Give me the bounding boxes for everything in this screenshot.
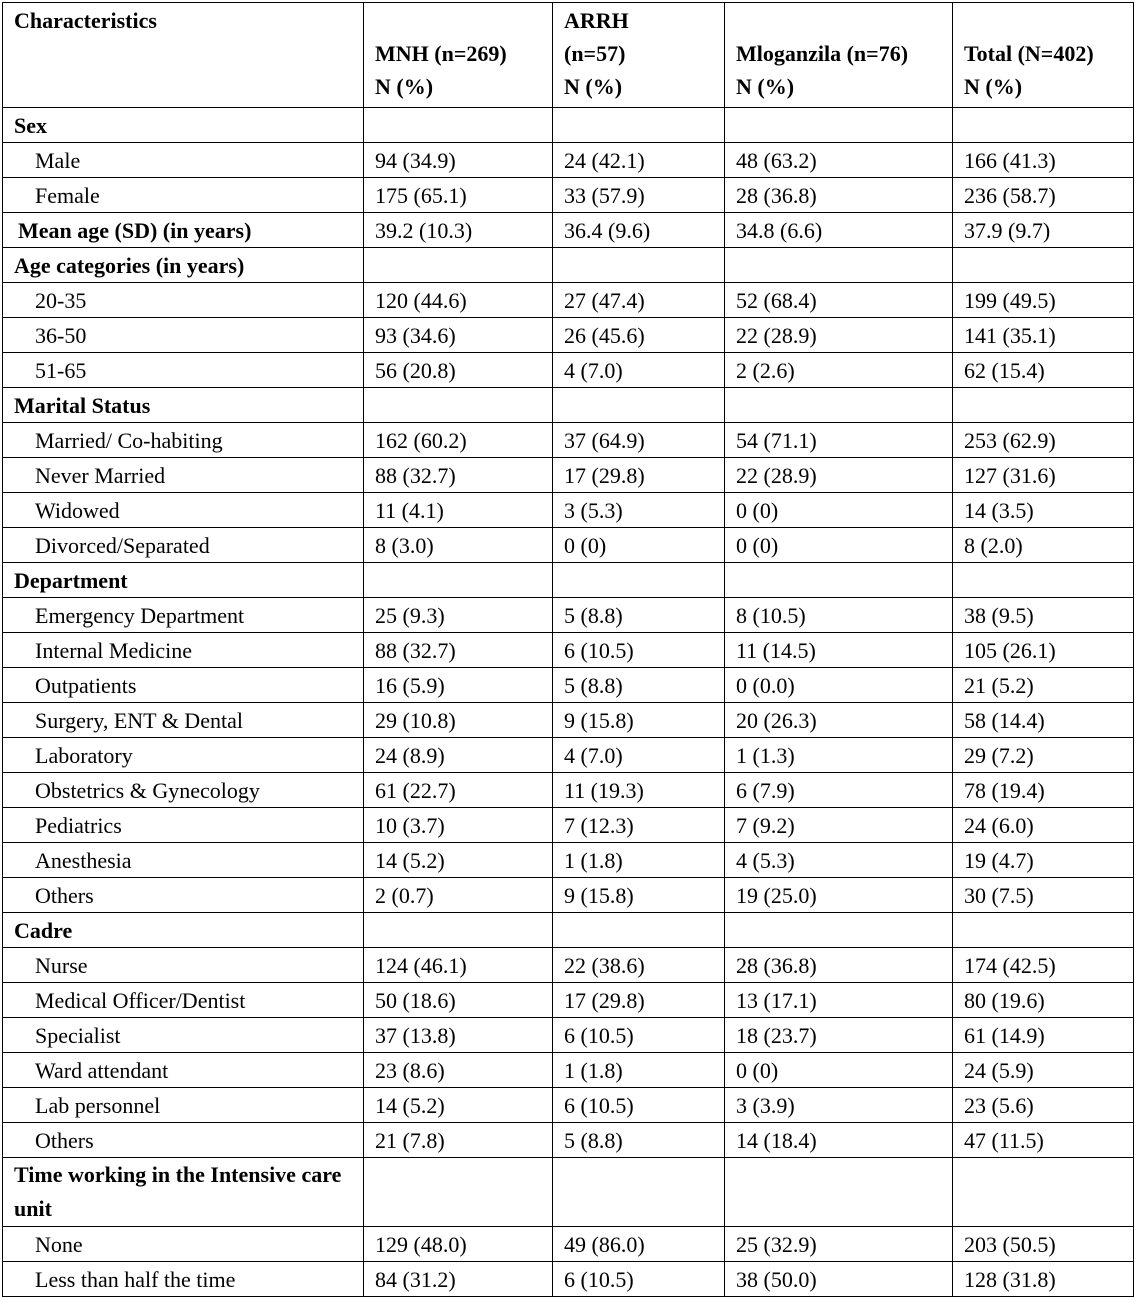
cell-mloganzila: 0 (0) — [725, 528, 953, 563]
cell-mloganzila: 25 (32.9) — [725, 1227, 953, 1262]
cell-total: 58 (14.4) — [953, 703, 1134, 738]
cell-mnh: 50 (18.6) — [364, 983, 553, 1018]
cell-total — [953, 388, 1134, 423]
cell-mloganzila — [725, 108, 953, 143]
cell-arrh: 5 (8.8) — [553, 668, 725, 703]
table-row — [3, 318, 1134, 353]
cell-mloganzila: 4 (5.3) — [725, 843, 953, 878]
cell-mnh: 124 (46.1) — [364, 948, 553, 983]
cell-arrh: 22 (38.6) — [553, 948, 725, 983]
cell-mloganzila: 52 (68.4) — [725, 283, 953, 318]
cell-mloganzila — [725, 388, 953, 423]
header-characteristics — [3, 3, 364, 108]
cell-arrh: 4 (7.0) — [553, 353, 725, 388]
cell-total: 105 (26.1) — [953, 633, 1134, 668]
table-row — [3, 248, 1134, 283]
row-label: Obstetrics & Gynecology — [3, 773, 364, 808]
row-label: 51-65 — [3, 353, 364, 388]
cell-mloganzila: 18 (23.7) — [725, 1018, 953, 1053]
table-row — [3, 108, 1134, 143]
cell-mnh: 129 (48.0) — [364, 1227, 553, 1262]
row-label: Internal Medicine — [3, 633, 364, 668]
cell-mloganzila: 19 (25.0) — [725, 878, 953, 913]
header-mnh-line-3: N (%) — [375, 74, 434, 99]
cell-mloganzila: 48 (63.2) — [725, 143, 953, 178]
characteristics-table — [2, 2, 1134, 1297]
section-heading: Age categories (in years) — [3, 248, 364, 283]
table-row — [3, 773, 1134, 808]
cell-arrh — [553, 913, 725, 948]
table-row — [3, 948, 1134, 983]
cell-mnh: 88 (32.7) — [364, 633, 553, 668]
section-heading: Marital Status — [3, 388, 364, 423]
cell-mnh: 37 (13.8) — [364, 1018, 553, 1053]
table-row — [3, 178, 1134, 213]
cell-total: 127 (31.6) — [953, 458, 1134, 493]
cell-total: 47 (11.5) — [953, 1123, 1134, 1158]
header-arrh — [553, 3, 725, 108]
cell-mnh: 21 (7.8) — [364, 1123, 553, 1158]
cell-total — [953, 248, 1134, 283]
cell-mnh: 84 (31.2) — [364, 1262, 553, 1297]
cell-mloganzila — [725, 563, 953, 598]
cell-total — [953, 913, 1134, 948]
cell-total: 24 (5.9) — [953, 1053, 1134, 1088]
header-total-line-2: Total (N=402) — [964, 41, 1094, 66]
cell-mnh: 24 (8.9) — [364, 738, 553, 773]
row-label: Pediatrics — [3, 808, 364, 843]
row-label: Outpatients — [3, 668, 364, 703]
cell-total — [953, 563, 1134, 598]
cell-arrh: 11 (19.3) — [553, 773, 725, 808]
cell-mloganzila: 7 (9.2) — [725, 808, 953, 843]
cell-arrh — [553, 248, 725, 283]
header-mnh-line-2: MNH (n=269) — [375, 41, 507, 66]
row-label: Nurse — [3, 948, 364, 983]
cell-total: 141 (35.1) — [953, 318, 1134, 353]
table-row — [3, 808, 1134, 843]
cell-arrh: 9 (15.8) — [553, 878, 725, 913]
cell-mloganzila — [725, 248, 953, 283]
cell-arrh — [553, 563, 725, 598]
cell-mnh: 56 (20.8) — [364, 353, 553, 388]
table-row — [3, 738, 1134, 773]
cell-mnh: 8 (3.0) — [364, 528, 553, 563]
cell-mnh: 94 (34.9) — [364, 143, 553, 178]
cell-arrh: 6 (10.5) — [553, 1262, 725, 1297]
row-label: Mean age (SD) (in years) — [3, 213, 364, 248]
header-total-line-3: N (%) — [964, 74, 1023, 99]
header-row — [3, 3, 1134, 108]
cell-arrh: 1 (1.8) — [553, 1053, 725, 1088]
cell-arrh: 6 (10.5) — [553, 1088, 725, 1123]
cell-mnh: 93 (34.6) — [364, 318, 553, 353]
table-row — [3, 1018, 1134, 1053]
cell-total: 23 (5.6) — [953, 1088, 1134, 1123]
cell-mnh — [364, 388, 553, 423]
cell-arrh: 37 (64.9) — [553, 423, 725, 458]
cell-total: 128 (31.8) — [953, 1262, 1134, 1297]
table-row — [3, 1123, 1134, 1158]
cell-mloganzila: 38 (50.0) — [725, 1262, 953, 1297]
cell-mloganzila: 8 (10.5) — [725, 598, 953, 633]
section-heading: Department — [3, 563, 364, 598]
cell-arrh: 49 (86.0) — [553, 1227, 725, 1262]
row-label: Emergency Department — [3, 598, 364, 633]
table-row — [3, 1053, 1134, 1088]
cell-mnh: 23 (8.6) — [364, 1053, 553, 1088]
cell-total: 253 (62.9) — [953, 423, 1134, 458]
section-heading: Time working in the Intensive care unit — [3, 1158, 364, 1227]
cell-total: 24 (6.0) — [953, 808, 1134, 843]
cell-total: 62 (15.4) — [953, 353, 1134, 388]
cell-total: 19 (4.7) — [953, 843, 1134, 878]
section-heading: Sex — [3, 108, 364, 143]
table-row — [3, 1262, 1134, 1297]
cell-arrh — [553, 1158, 725, 1227]
cell-mnh: 88 (32.7) — [364, 458, 553, 493]
cell-mloganzila: 6 (7.9) — [725, 773, 953, 808]
cell-mnh: 120 (44.6) — [364, 283, 553, 318]
header-arrh-line-1: ARRH — [564, 8, 629, 33]
cell-total: 78 (19.4) — [953, 773, 1134, 808]
cell-total: 8 (2.0) — [953, 528, 1134, 563]
row-label: Never Married — [3, 458, 364, 493]
cell-mnh: 29 (10.8) — [364, 703, 553, 738]
row-label: Divorced/Separated — [3, 528, 364, 563]
cell-mnh — [364, 108, 553, 143]
cell-mnh: 39.2 (10.3) — [364, 213, 553, 248]
table-row — [3, 1088, 1134, 1123]
cell-total: 80 (19.6) — [953, 983, 1134, 1018]
cell-arrh — [553, 108, 725, 143]
cell-mloganzila: 22 (28.9) — [725, 458, 953, 493]
cell-mloganzila: 2 (2.6) — [725, 353, 953, 388]
cell-mnh: 25 (9.3) — [364, 598, 553, 633]
cell-mloganzila: 34.8 (6.6) — [725, 213, 953, 248]
row-label: Lab personnel — [3, 1088, 364, 1123]
cell-mloganzila: 0 (0) — [725, 493, 953, 528]
row-label: Ward attendant — [3, 1053, 364, 1088]
cell-mnh — [364, 248, 553, 283]
cell-arrh: 7 (12.3) — [553, 808, 725, 843]
cell-total: 14 (3.5) — [953, 493, 1134, 528]
cell-mnh: 61 (22.7) — [364, 773, 553, 808]
cell-mloganzila: 28 (36.8) — [725, 948, 953, 983]
row-label: Male — [3, 143, 364, 178]
cell-mnh: 10 (3.7) — [364, 808, 553, 843]
cell-total: 174 (42.5) — [953, 948, 1134, 983]
table-row — [3, 353, 1134, 388]
cell-arrh: 0 (0) — [553, 528, 725, 563]
row-label: Others — [3, 878, 364, 913]
row-label: 36-50 — [3, 318, 364, 353]
row-label: Less than half the time — [3, 1262, 364, 1297]
row-label: Widowed — [3, 493, 364, 528]
cell-mloganzila — [725, 1158, 953, 1227]
cell-mnh: 16 (5.9) — [364, 668, 553, 703]
cell-arrh: 27 (47.4) — [553, 283, 725, 318]
cell-mloganzila: 14 (18.4) — [725, 1123, 953, 1158]
cell-mloganzila: 11 (14.5) — [725, 633, 953, 668]
cell-mnh — [364, 563, 553, 598]
cell-mnh: 162 (60.2) — [364, 423, 553, 458]
cell-total: 199 (49.5) — [953, 283, 1134, 318]
cell-total: 29 (7.2) — [953, 738, 1134, 773]
cell-mnh: 11 (4.1) — [364, 493, 553, 528]
cell-mloganzila: 20 (26.3) — [725, 703, 953, 738]
cell-total: 30 (7.5) — [953, 878, 1134, 913]
table-row — [3, 1227, 1134, 1262]
table-row — [3, 598, 1134, 633]
cell-mloganzila: 22 (28.9) — [725, 318, 953, 353]
table-row — [3, 563, 1134, 598]
header-mnh-line-1 — [375, 4, 552, 37]
table-row — [3, 423, 1134, 458]
cell-arrh: 9 (15.8) — [553, 703, 725, 738]
cell-mloganzila: 0 (0.0) — [725, 668, 953, 703]
cell-mloganzila — [725, 913, 953, 948]
table-row — [3, 493, 1134, 528]
table-row — [3, 913, 1134, 948]
table-row — [3, 143, 1134, 178]
table-row — [3, 1158, 1134, 1227]
table-row — [3, 528, 1134, 563]
cell-mnh: 175 (65.1) — [364, 178, 553, 213]
cell-arrh: 1 (1.8) — [553, 843, 725, 878]
header-arrh-line-3: N (%) — [564, 74, 623, 99]
cell-mnh: 14 (5.2) — [364, 1088, 553, 1123]
header-mloganzila — [725, 3, 953, 108]
cell-mloganzila: 1 (1.3) — [725, 738, 953, 773]
table-row — [3, 213, 1134, 248]
cell-arrh: 17 (29.8) — [553, 458, 725, 493]
row-label: Married/ Co-habiting — [3, 423, 364, 458]
row-label: Surgery, ENT & Dental — [3, 703, 364, 738]
section-heading: Cadre — [3, 913, 364, 948]
row-label: Specialist — [3, 1018, 364, 1053]
table-body — [3, 108, 1134, 1297]
cell-arrh: 24 (42.1) — [553, 143, 725, 178]
cell-arrh: 6 (10.5) — [553, 633, 725, 668]
cell-mloganzila: 28 (36.8) — [725, 178, 953, 213]
cell-mnh — [364, 913, 553, 948]
cell-arrh: 5 (8.8) — [553, 598, 725, 633]
table-row — [3, 283, 1134, 318]
header-mloganzila-line-3: N (%) — [736, 74, 795, 99]
cell-arrh — [553, 388, 725, 423]
cell-mloganzila: 54 (71.1) — [725, 423, 953, 458]
row-label: None — [3, 1227, 364, 1262]
cell-mnh — [364, 1158, 553, 1227]
row-label: 20-35 — [3, 283, 364, 318]
cell-total: 37.9 (9.7) — [953, 213, 1134, 248]
table-row — [3, 878, 1134, 913]
table-row — [3, 388, 1134, 423]
cell-mloganzila: 3 (3.9) — [725, 1088, 953, 1123]
cell-mnh: 2 (0.7) — [364, 878, 553, 913]
table-row — [3, 843, 1134, 878]
header-arrh-line-2: (n=57) — [564, 41, 626, 66]
cell-mnh: 14 (5.2) — [364, 843, 553, 878]
table-row — [3, 633, 1134, 668]
row-label: Anesthesia — [3, 843, 364, 878]
cell-total: 61 (14.9) — [953, 1018, 1134, 1053]
cell-total — [953, 1158, 1134, 1227]
cell-arrh: 6 (10.5) — [553, 1018, 725, 1053]
header-characteristics-label: Characteristics — [14, 8, 157, 33]
cell-total: 21 (5.2) — [953, 668, 1134, 703]
header-mnh — [364, 3, 553, 108]
cell-mloganzila: 0 (0) — [725, 1053, 953, 1088]
cell-arrh: 17 (29.8) — [553, 983, 725, 1018]
cell-total — [953, 108, 1134, 143]
table-row — [3, 703, 1134, 738]
cell-total: 203 (50.5) — [953, 1227, 1134, 1262]
cell-total: 236 (58.7) — [953, 178, 1134, 213]
table-row — [3, 983, 1134, 1018]
cell-arrh: 4 (7.0) — [553, 738, 725, 773]
row-label: Medical Officer/Dentist — [3, 983, 364, 1018]
cell-total: 166 (41.3) — [953, 143, 1134, 178]
row-label: Others — [3, 1123, 364, 1158]
cell-arrh: 36.4 (9.6) — [553, 213, 725, 248]
row-label: Laboratory — [3, 738, 364, 773]
cell-arrh: 26 (45.6) — [553, 318, 725, 353]
cell-arrh: 3 (5.3) — [553, 493, 725, 528]
cell-arrh: 5 (8.8) — [553, 1123, 725, 1158]
header-total-line-1 — [964, 4, 1133, 37]
cell-mloganzila: 13 (17.1) — [725, 983, 953, 1018]
table-row — [3, 458, 1134, 493]
header-mloganzila-line-2: Mloganzila (n=76) — [736, 41, 909, 66]
cell-arrh: 33 (57.9) — [553, 178, 725, 213]
header-total — [953, 3, 1134, 108]
table-row — [3, 668, 1134, 703]
row-label: Female — [3, 178, 364, 213]
header-mloganzila-line-1 — [736, 4, 952, 37]
cell-total: 38 (9.5) — [953, 598, 1134, 633]
